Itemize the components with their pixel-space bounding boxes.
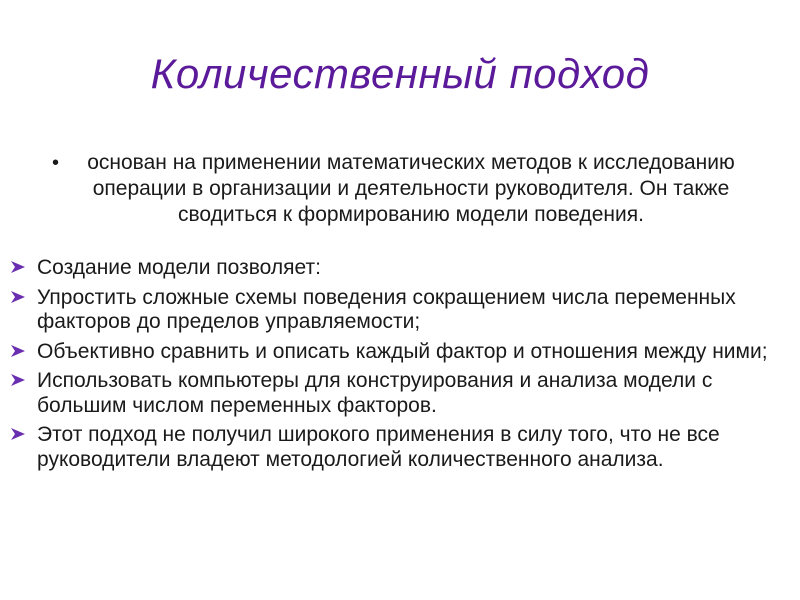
bullet-text: Использовать компьютеры для конструирования и анализа модели с большим числом переменных факторов. <box>37 369 713 417</box>
bullet-item <box>8 340 788 365</box>
bullet-item <box>8 369 788 418</box>
bullet-text: Этот подход не получил широкого применения в силу того, что не все руководители владеют методологией количественного анализа. <box>37 423 720 471</box>
intro-paragraph <box>52 150 752 228</box>
intro-text: основан на применении математических методов к исследованию операции в организации и деятельности руководителя. Он также сводиться к формированию модели поведения. <box>87 151 735 226</box>
bullet-item <box>8 256 788 281</box>
slide-title: Количественный подход <box>150 50 650 97</box>
bullet-list <box>8 256 788 477</box>
arrow-bullet-icon <box>10 260 26 274</box>
bullet-item <box>8 423 788 472</box>
arrow-bullet-icon <box>10 344 26 358</box>
bullet-text: Упростить сложные схемы поведения сокращением числа переменных факторов до пределов управляемости; <box>37 285 736 333</box>
arrow-bullet-icon <box>10 290 26 304</box>
bullet-text: Объективно сравнить и описать каждый фактор и отношения между ними; <box>37 339 768 363</box>
arrow-bullet-icon <box>10 373 26 387</box>
bullet-text: Создание модели позволяет: <box>37 256 321 279</box>
bullet-dot-icon: • <box>52 152 60 174</box>
arrow-bullet-icon <box>10 427 26 441</box>
bullet-item <box>8 286 788 335</box>
